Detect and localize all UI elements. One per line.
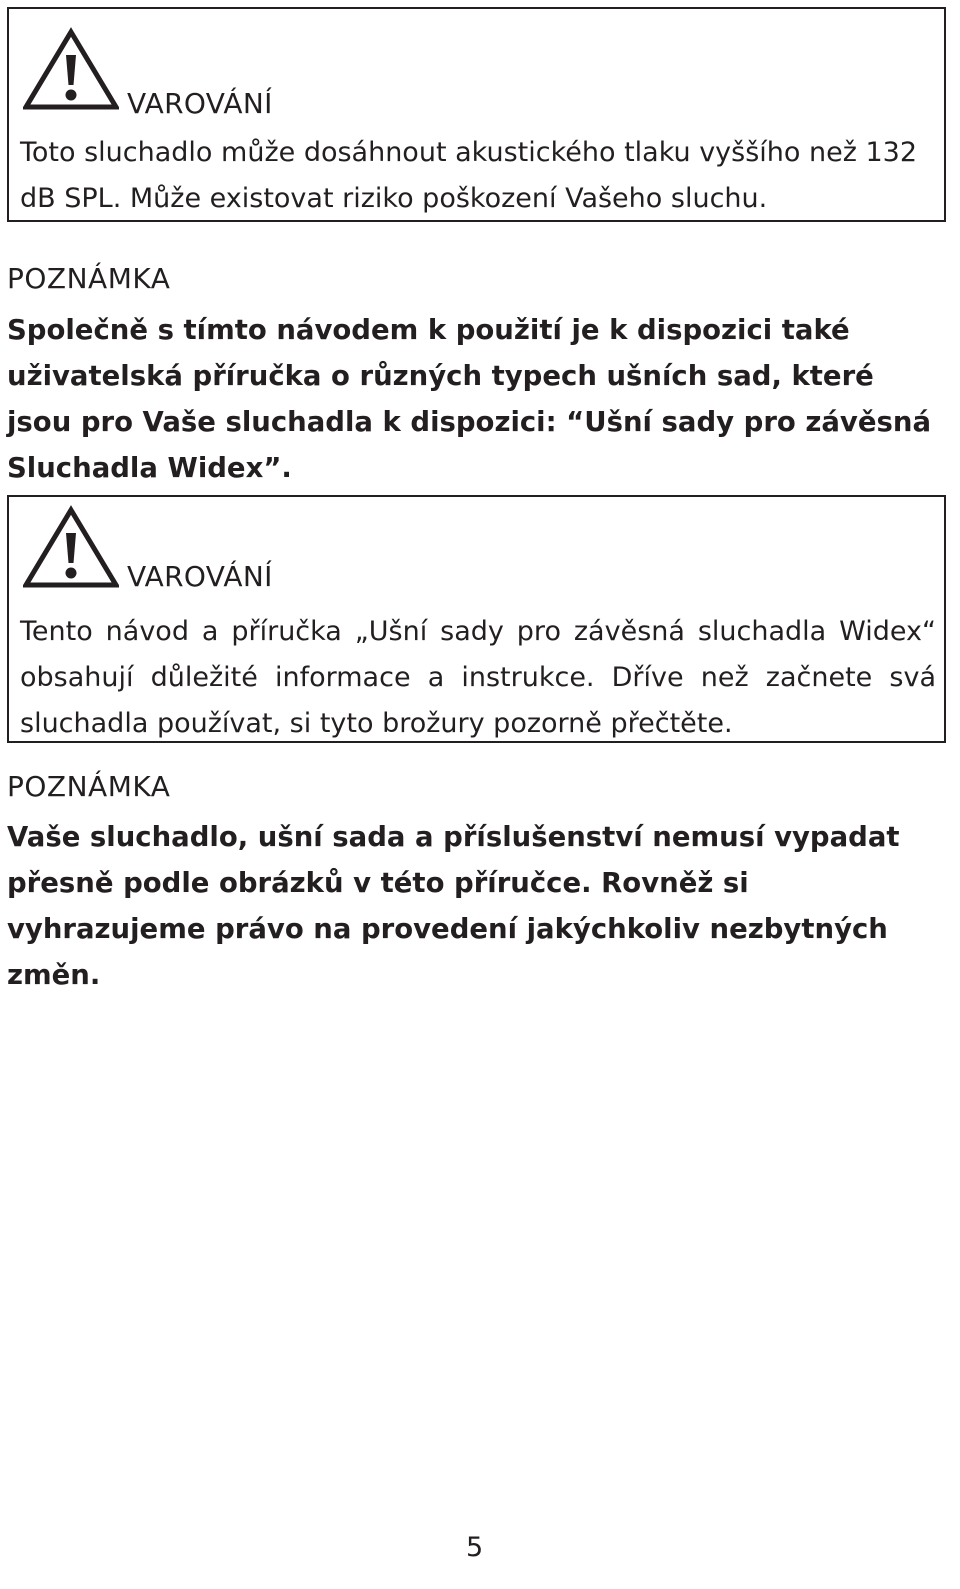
warning-triangle-icon: [23, 505, 119, 589]
warning-text: Tento návod a příručka „Ušní sady pro závěsná sluchadla Widex“ obsahují důležité informace a instrukce. Dříve než začnete svá sluchadla používat, si tyto brožury pozorně přečtěte.: [20, 616, 936, 739]
note-text: Vaše sluchadlo, ušní sada a příslušenství nemusí vypadat přesně podle obrázků v této příručce. Rovněž si vyhrazujeme právo na provedení jakýchkoliv nezbytných změn.: [7, 821, 900, 991]
warning-box: [7, 495, 946, 743]
warning-heading: VAROVÁNÍ: [127, 87, 273, 120]
note-heading: POZNÁMKA: [7, 262, 171, 295]
note-heading: POZNÁMKA: [7, 770, 171, 803]
warning-box: [7, 7, 946, 222]
page-number: 5: [466, 1532, 484, 1563]
warning-triangle-icon: [23, 27, 119, 111]
warning-text: Toto sluchadlo může dosáhnout akustického tlaku vyššího než 132 dB SPL. Může existovat riziko poškození Vašeho sluchu.: [20, 137, 918, 214]
warning-heading: VAROVÁNÍ: [127, 560, 273, 593]
note-text: Společně s tímto návodem k použití je k dispozici také uživatelská příručka o různých typech ušních sad, které jsou pro Vaše sluchadla k dispozici: “Ušní sady pro závěsná Sluchadla Widex”.: [7, 314, 932, 484]
